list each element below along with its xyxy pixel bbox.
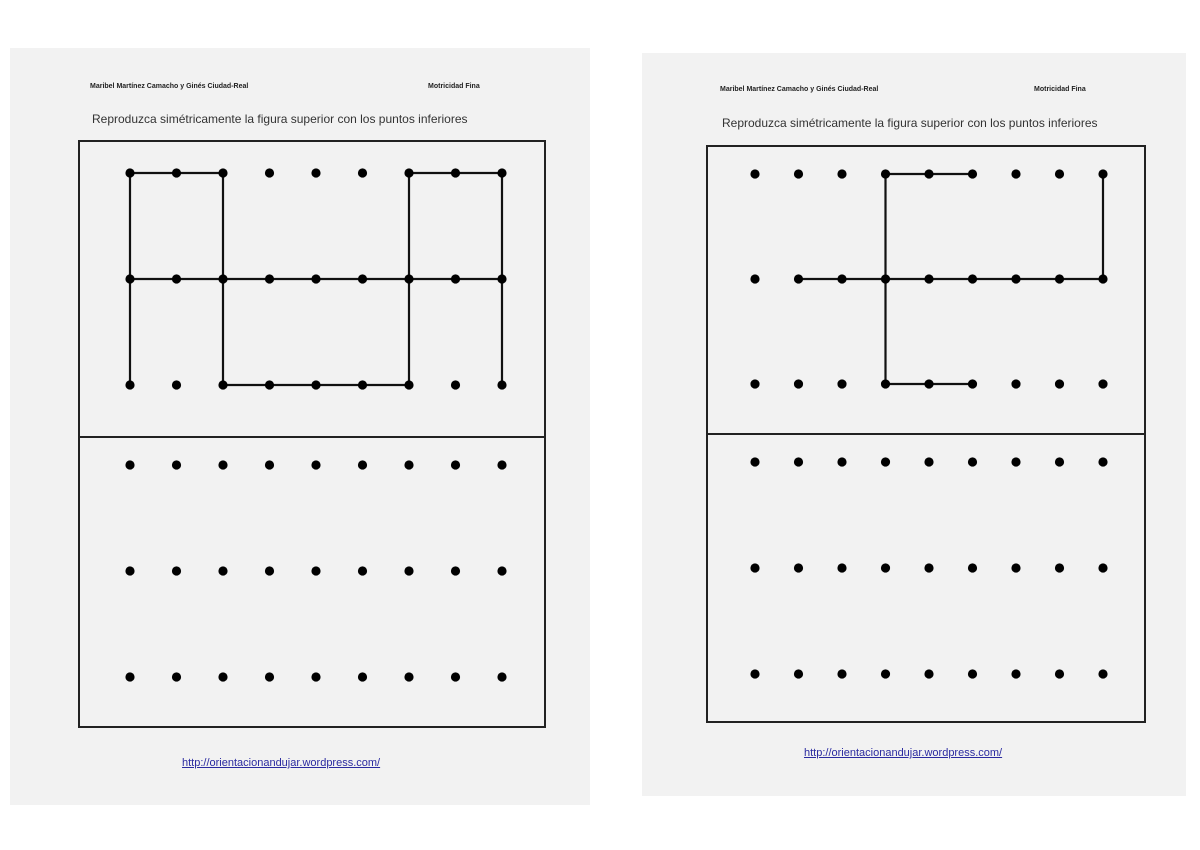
grid-dot	[358, 566, 367, 575]
grid-dot	[1098, 669, 1107, 678]
model-figure-panel	[706, 145, 1146, 435]
reproduction-panel	[706, 433, 1146, 723]
grid-dot	[311, 274, 320, 283]
grid-dot	[125, 274, 134, 283]
grid-dot	[172, 380, 181, 389]
grid-dot	[172, 274, 181, 283]
grid-dot	[837, 379, 846, 388]
instruction-text: Reproduzca simétricamente la figura superior con los puntos inferiores	[722, 116, 1098, 130]
grid-dot	[218, 460, 227, 469]
footer-link[interactable]: http://orientacionandujar.wordpress.com/	[804, 747, 1003, 759]
worksheet-right	[642, 53, 1186, 796]
grid-dot	[1098, 274, 1107, 283]
grid-dot	[451, 380, 460, 389]
grid-dot	[451, 460, 460, 469]
grid-dot	[125, 380, 134, 389]
grid-dot	[404, 460, 413, 469]
grid-dot	[404, 274, 413, 283]
grid-dot	[497, 168, 506, 177]
grid-dot	[750, 169, 759, 178]
grid-dot	[218, 566, 227, 575]
grid-dot	[265, 672, 274, 681]
grid-dot	[1055, 379, 1064, 388]
grid-dot	[1011, 563, 1020, 572]
grid-dot	[125, 460, 134, 469]
grid-dot	[968, 457, 977, 466]
grid-dot	[311, 566, 320, 575]
grid-dot	[794, 563, 803, 572]
grid-dot	[1011, 379, 1020, 388]
grid-dot	[968, 563, 977, 572]
footer-link[interactable]: http://orientacionandujar.wordpress.com/	[182, 757, 381, 769]
grid-dot	[358, 168, 367, 177]
grid-dot	[924, 457, 933, 466]
grid-dot	[172, 672, 181, 681]
grid-dot	[794, 379, 803, 388]
grid-dot	[404, 566, 413, 575]
reproduction-dot-grid	[708, 435, 1144, 721]
grid-dot	[451, 672, 460, 681]
grid-dot	[881, 563, 890, 572]
grid-dot	[750, 457, 759, 466]
grid-dot	[497, 672, 506, 681]
grid-dot	[924, 563, 933, 572]
grid-dot	[265, 380, 274, 389]
instruction-text: Reproduzca simétricamente la figura superior con los puntos inferiores	[92, 112, 468, 126]
grid-dot	[837, 563, 846, 572]
grid-dot	[837, 669, 846, 678]
grid-dot	[968, 274, 977, 283]
grid-dot	[924, 669, 933, 678]
grid-dot	[1011, 169, 1020, 178]
grid-dot	[358, 672, 367, 681]
grid-dot	[924, 274, 933, 283]
grid-dot	[750, 563, 759, 572]
grid-dot	[1011, 669, 1020, 678]
grid-dot	[837, 274, 846, 283]
grid-dot	[404, 380, 413, 389]
grid-dot	[1055, 274, 1064, 283]
grid-dot	[968, 669, 977, 678]
grid-dot	[451, 566, 460, 575]
grid-dot	[125, 168, 134, 177]
grid-dot	[794, 669, 803, 678]
grid-dot	[1011, 457, 1020, 466]
grid-dot	[794, 274, 803, 283]
grid-dot	[125, 566, 134, 575]
grid-dot	[837, 169, 846, 178]
grid-dot	[497, 566, 506, 575]
grid-dot	[881, 457, 890, 466]
model-figure-grid	[80, 142, 544, 436]
reproduction-panel	[78, 436, 546, 728]
grid-dot	[1098, 457, 1107, 466]
grid-dot	[265, 168, 274, 177]
grid-dot	[968, 379, 977, 388]
grid-dot	[968, 169, 977, 178]
grid-dot	[451, 168, 460, 177]
grid-dot	[924, 169, 933, 178]
grid-dot	[311, 460, 320, 469]
grid-dot	[794, 457, 803, 466]
grid-dot	[172, 168, 181, 177]
grid-dot	[218, 274, 227, 283]
grid-dot	[750, 669, 759, 678]
authors-text: Maribel Martínez Camacho y Ginés Ciudad-Real	[720, 86, 879, 93]
grid-dot	[265, 566, 274, 575]
grid-dot	[404, 168, 413, 177]
grid-dot	[924, 379, 933, 388]
grid-dot	[1098, 563, 1107, 572]
grid-dot	[218, 380, 227, 389]
grid-dot	[358, 460, 367, 469]
reproduction-dot-grid	[80, 438, 544, 726]
model-figure-grid	[708, 147, 1144, 433]
grid-dot	[1098, 379, 1107, 388]
grid-dot	[125, 672, 134, 681]
grid-dot	[311, 168, 320, 177]
grid-dot	[311, 380, 320, 389]
model-figure-panel	[78, 140, 546, 438]
subject-text: Motricidad Fina	[1034, 86, 1086, 93]
grid-dot	[1055, 169, 1064, 178]
grid-dot	[881, 274, 890, 283]
grid-dot	[497, 274, 506, 283]
grid-dot	[358, 274, 367, 283]
grid-dot	[881, 379, 890, 388]
grid-dot	[881, 169, 890, 178]
grid-dot	[1098, 169, 1107, 178]
grid-dot	[497, 380, 506, 389]
grid-dot	[265, 274, 274, 283]
grid-dot	[881, 669, 890, 678]
grid-dot	[172, 566, 181, 575]
grid-dot	[218, 672, 227, 681]
grid-dot	[1055, 563, 1064, 572]
grid-dot	[311, 672, 320, 681]
authors-text: Maribel Martínez Camacho y Ginés Ciudad-Real	[90, 83, 249, 90]
grid-dot	[1011, 274, 1020, 283]
grid-dot	[265, 460, 274, 469]
grid-dot	[218, 168, 227, 177]
grid-dot	[1055, 669, 1064, 678]
grid-dot	[172, 460, 181, 469]
subject-text: Motricidad Fina	[428, 83, 480, 90]
grid-dot	[837, 457, 846, 466]
grid-dot	[1055, 457, 1064, 466]
grid-dot	[358, 380, 367, 389]
grid-dot	[750, 274, 759, 283]
grid-dot	[794, 169, 803, 178]
worksheet-left	[10, 48, 590, 805]
grid-dot	[497, 460, 506, 469]
grid-dot	[451, 274, 460, 283]
grid-dot	[404, 672, 413, 681]
grid-dot	[750, 379, 759, 388]
